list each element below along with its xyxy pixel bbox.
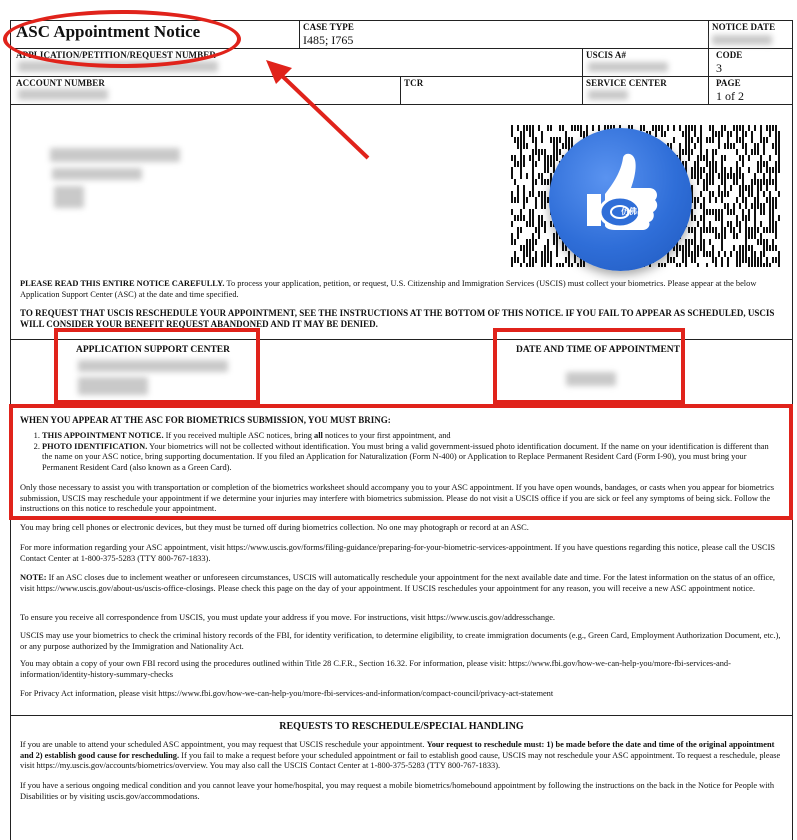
biometrics-use-paragraph: USCIS may use your biometrics to check the criminal history records of the FBI, for identity verification, to determine eligibility, to create immigration documents (e.g., Green Card, Employment Authorization Document, etc.), or any purpose authorized by the Immigration and Nationality Act. xyxy=(20,631,781,651)
redacted-account-number xyxy=(18,89,108,100)
address-paragraph: To ensure you receive all correspondence from USCIS, you must update your address if you move. For instructions, visit https://www.uscis.gov/addresschange. xyxy=(20,613,556,622)
thumbs-up-logo xyxy=(549,128,692,271)
page-title: ASC Appointment Notice xyxy=(16,22,201,41)
annotation-box-datetime xyxy=(493,328,685,404)
reschedule-paragraph: If you are unable to attend your scheduled ASC appointment, you may request that USCIS reschedule your appointment. Your request to reschedule must: 1) be made before the date and time of the original appointment and 2) establish good cause for rescheduling. If you fail to make a request before your scheduled appointment or fail to establish good cause, USCIS may not reschedule your ASC appointment. To request a reschedule, please visit https://my.uscis.gov/accounts/biometrics/overview. You may also call the USCIS Contact Center at 1-800-375-5283 (TTY 800-767-1833). xyxy=(20,740,781,771)
page-label: PAGE xyxy=(716,78,741,88)
code-label: CODE xyxy=(716,50,743,60)
notice-date-label: NOTICE DATE xyxy=(712,22,776,32)
case-type-value: I485; I765 xyxy=(303,33,354,47)
datetime-label: DATE AND TIME OF APPOINTMENT xyxy=(516,345,680,355)
reschedule-warning: TO REQUEST THAT USCIS RESCHEDULE YOUR APPOINTMENT, SEE THE INSTRUCTIONS AT THE BOTTOM OF THIS NOTICE. IF YOU FAIL TO APPEAR AS SCHEDULED, USCIS WILL CONSIDER YOUR BENEFIT REQUEST ABANDONED AND IT MAY BE DENIED. xyxy=(20,308,775,329)
reschedule-title: REQUESTS TO RESCHEDULE/SPECIAL HANDLING xyxy=(279,721,524,732)
account-number-label: ACCOUNT NUMBER xyxy=(16,78,105,88)
case-type-label: CASE TYPE xyxy=(303,22,354,32)
privacy-paragraph: For Privacy Act information, please visit https://www.fbi.gov/how-we-can-help-you/more-fbi-services-and-information/compact-council/privacy-act-statement xyxy=(20,689,554,698)
redacted-name-address xyxy=(50,148,180,162)
redacted-name-address xyxy=(54,186,84,208)
intro-text: To process your application, petition, or request, U.S. Citizenship and Immigration Services (USCIS) must collect your biometrics. Please appear at the below Application Support Center (ASC) at the date and time specified. xyxy=(20,279,757,299)
page-value: 1 of 2 xyxy=(716,89,744,103)
homebound-paragraph: If you have a serious ongoing medical condition and you cannot leave your home/hospital, you may request a mobile biometrics/homebound appointment by following the instructions on the back in the Notice for People with Disabilities or by visiting uscis.gov/accommodations. xyxy=(20,781,775,801)
redacted-name-address xyxy=(52,168,142,180)
annotation-ellipse xyxy=(3,10,241,68)
annotation-arrow xyxy=(262,58,374,162)
service-center-label: SERVICE CENTER xyxy=(586,78,667,88)
logo-brand-text: 仿佛出国 xyxy=(621,207,653,216)
code-value: 3 xyxy=(716,61,722,75)
intro-paragraph xyxy=(20,279,782,300)
uscis-anumber-label: USCIS A# xyxy=(586,50,627,60)
fbi-record-paragraph: You may obtain a copy of your own FBI record using the procedures outlined within Title 28 C.F.R., Section 16.32. For information, please visit: https://www.fbi.gov/how-we-can-help-you/more-fbi-services-and-information/identity-history-summary-checks xyxy=(20,659,731,679)
redacted-notice-date xyxy=(712,35,772,45)
annotation-box-asc xyxy=(54,328,260,404)
intro-bold: PLEASE READ THIS ENTIRE NOTICE CAREFULLY. xyxy=(20,279,225,288)
more-info-paragraph: For more information regarding your ASC appointment, visit https://www.uscis.gov/forms/filing-guidance/preparing-for-your-biometric-services-appointment. If you have questions regarding this notice, please call the USCIS Contact Center at 1-800-375-5283 (TTY 800-767-1833). xyxy=(20,543,776,563)
application-number-label: APPLICATION/PETITION/REQUEST NUMBER xyxy=(16,50,216,60)
assist-paragraph: Only those necessary to assist you with transportation or completion of the biometrics worksheet should accompany you to your ASC appointment. If you have open wounds, bandages, or casts when you appear for biometrics submission, USCIS may reschedule your appointment if we determine your injuries may interfere with biometrics submission. Please do not visit a USCIS office if you are sick or feel any symptoms of being sick. Follow the instructions on this notice to reschedule your appointment. xyxy=(20,483,775,514)
bring-item-photo-id: 2. PHOTO IDENTIFICATION. Your biometrics will not be collected without identification. You must bring a valid government-issued photo identification document. If the name on your identification is different than the name on your ASC notice, bring supporting documentation. If you filed an Application for Naturalization (Form N-400) or Application to Replace Permanent Resident Card (Form I-90), you must bring your Permanent Resident Card (also known as a Green Card). xyxy=(42,442,780,474)
tcr-label: TCR xyxy=(404,78,424,88)
thumbs-up-icon xyxy=(549,128,692,271)
asc-label: APPLICATION SUPPORT CENTER xyxy=(76,345,230,355)
redacted-anumber xyxy=(588,62,668,72)
bring-heading: WHEN YOU APPEAR AT THE ASC FOR BIOMETRICS SUBMISSION, YOU MUST BRING: xyxy=(20,415,391,425)
bring-list xyxy=(20,431,780,473)
bring-item-notice: 1. THIS APPOINTMENT NOTICE. If you received multiple ASC notices, bring all notices to your first appointment, and xyxy=(42,431,780,442)
phones-paragraph: You may bring cell phones or electronic devices, but they must be turned off during biometrics collection. No one may photograph or record at an ASC. xyxy=(20,523,529,532)
redacted-service-center xyxy=(588,90,628,100)
note-paragraph: NOTE: If an ASC closes due to inclement weather or unforeseen circumstances, USCIS will automatically reschedule your appointment for the next available date and time. For the latest information on the status of an office, visit https://www.uscis.gov/about-us/uscis-office-closings. Please check this page on the day of your appointment. If USCIS reschedules your appointment for any reason, you will receive a new ASC appointment notice. xyxy=(20,573,776,593)
